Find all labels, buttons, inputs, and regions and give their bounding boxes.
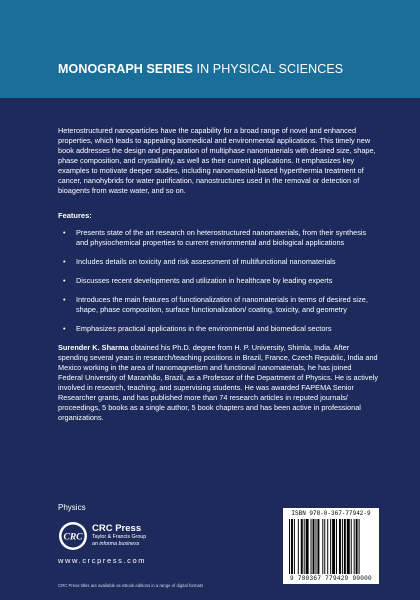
barcode-bar — [304, 519, 305, 574]
series-header-band — [0, 0, 420, 98]
bullet-icon: • — [63, 257, 66, 266]
subject-category: Physics — [58, 503, 86, 512]
publisher-tagline: an informa business — [92, 541, 140, 547]
isbn-text: ISBN 978-0-367-77942-9 — [291, 510, 371, 517]
barcode-bar — [298, 519, 299, 574]
series-title-rest: IN PHYSICAL SCIENCES — [196, 62, 344, 76]
bullet-icon: • — [63, 228, 66, 237]
barcode-bar — [344, 519, 346, 574]
publisher-name: CRC Press — [92, 523, 142, 534]
barcode-bar — [311, 519, 312, 574]
bullet-icon: • — [63, 295, 66, 304]
barcode-bar — [359, 519, 360, 574]
feature-item: • Introduces the main features of functionalization of nanomaterials in terms of desired size, shape, phase composition, surface functionalization/ coating, toxicity, and geometry — [63, 295, 368, 314]
barcode-bar — [339, 519, 341, 574]
author-bio — [58, 343, 378, 423]
author-bio-text: obtained his Ph.D. degree from H. P. University, Shimla, India. After spending several years in research/teaching positions in Brazil, France, Czech Republic, India and Mexico working in the area of nanomagnetism and functional nanomaterials, he has joined Federal University of Maranhão, Brazil, as a Professor of the Department of Physics. He is actively involved in research, teaching, and supervising students. He was awarded FAPEMA Senior Researcher grants, and has published more than 74 research articles in reputed journals/ proceedings, 5 books as a single author, 5 book chapters and has been active in professional organizations. — [58, 343, 378, 422]
bullet-icon: • — [63, 324, 66, 333]
series-title — [58, 62, 343, 76]
barcode-bar — [301, 519, 303, 574]
barcode-bar — [347, 519, 350, 574]
barcode-addon: 90000 — [352, 575, 372, 582]
barcode-bar — [306, 519, 309, 574]
barcode-digits: 9 780367 779429 90000 — [290, 575, 372, 582]
feature-item: • Discusses recent developments and utilization in healthcare by leading experts — [63, 276, 333, 285]
isbn-barcode — [283, 508, 379, 584]
series-title-bold: MONOGRAPH SERIES — [58, 62, 193, 76]
barcode-bar — [342, 519, 343, 574]
barcode-bar — [294, 519, 295, 574]
barcode-bar — [356, 519, 358, 574]
features-heading: Features: — [58, 211, 92, 220]
svg-text:CRC: CRC — [63, 532, 83, 543]
barcode-bars — [289, 519, 375, 574]
crc-press-logo-icon — [58, 521, 88, 551]
barcode-bar — [351, 519, 352, 574]
barcode-bar — [313, 519, 315, 574]
publisher-block — [92, 523, 146, 548]
author-name: Surender K. Sharma — [58, 343, 129, 352]
feature-item: • Emphasizes practical applications in the environmental and biomedical sectors — [63, 324, 332, 333]
barcode-bar — [322, 519, 323, 574]
feature-item: • Presents state of the art research on heterostructured nanomaterials, from their synthesis and physiochemical properties to current environmental and biological applications — [63, 228, 367, 247]
barcode-bar — [317, 519, 319, 574]
features-list — [58, 228, 378, 334]
barcode-bar — [324, 519, 325, 574]
feature-item: • Includes details on toxicity and risk assessment of multifunctional nanomaterials — [63, 257, 336, 266]
publisher-url[interactable]: www.crcpress.com — [58, 556, 147, 565]
barcode-bar — [336, 519, 337, 574]
barcode-bar — [330, 519, 331, 574]
cover-text — [58, 126, 378, 423]
book-description: Heterostructured nanoparticles have the capability for a broad range of novel and enhanced properties, which leads to appealing biomedical and environmental applications. This timely new book addresses the design and preparation of multiphase nanomaterials with desired size, shape, phase composition, and crystallinity, as well as their current applications. It emphasizes key examples to motivate deeper studies, including nanomaterial-based hyperthermia treatment of cancer, nanohybrids for water purification, nanostructures used in the removal or detection of bioagents from waste water, and so on. — [58, 126, 376, 195]
barcode-bar — [289, 519, 290, 574]
publisher-group: Taylor & Francis Group — [92, 534, 147, 540]
barcode-bar — [291, 519, 293, 574]
barcode-bar — [315, 519, 316, 574]
barcode-bar — [354, 519, 355, 574]
bullet-icon: • — [63, 276, 66, 285]
barcode-bar — [327, 519, 328, 574]
barcode-bar — [332, 519, 335, 574]
ebook-footnote: CRC Press titles are available as eBook editions in a range of digital formats — [58, 583, 204, 588]
